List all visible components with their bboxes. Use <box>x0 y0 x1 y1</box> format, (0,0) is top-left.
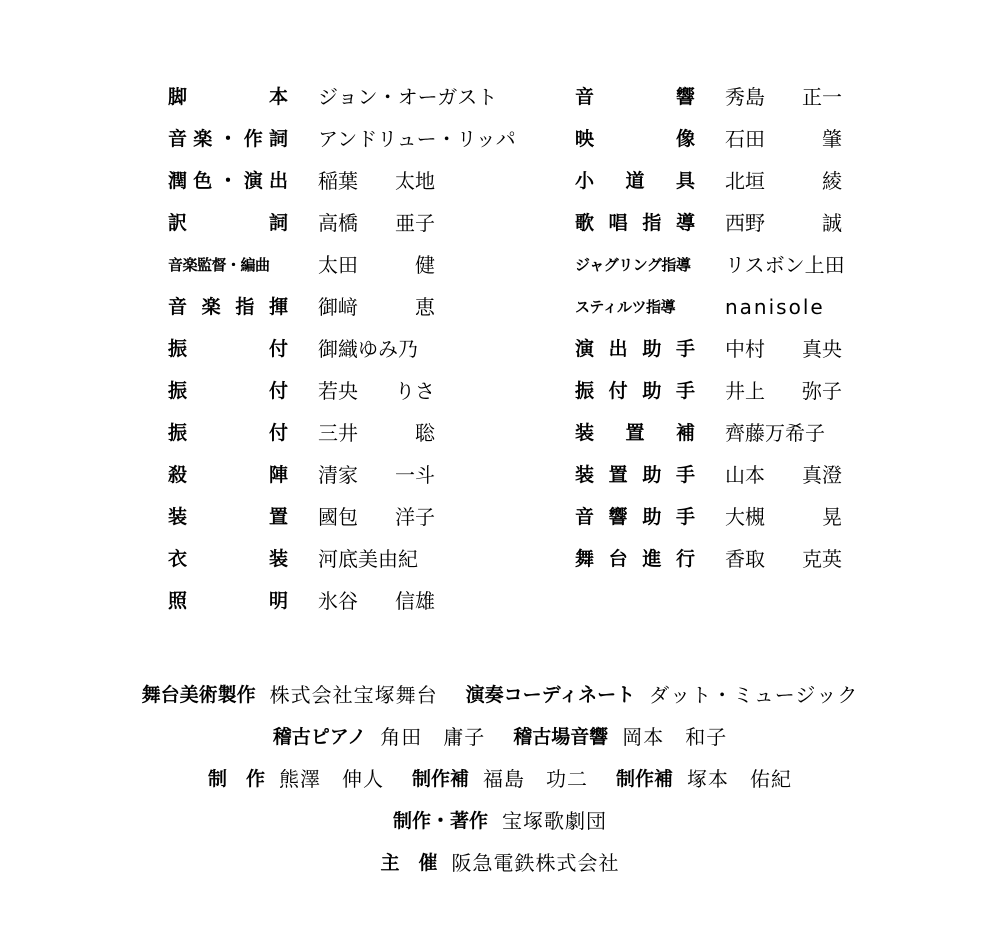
staff-name: 清家 一斗 <box>318 463 435 487</box>
credit-name: 岡本 和子 <box>622 724 728 749</box>
credit-pair <box>513 721 727 750</box>
staff-name: 山本 真澄 <box>725 463 842 487</box>
credit-pair <box>208 763 384 792</box>
credit-role: 稽古場音響 <box>513 725 609 748</box>
staff-row <box>168 202 448 244</box>
staff-role: 装 置 補 <box>575 422 695 444</box>
credit-pair <box>380 847 619 876</box>
credit-pair <box>616 763 792 792</box>
staff-name: 御﨑 恵 <box>318 295 435 319</box>
staff-role: 歌 唱 指 導 <box>575 212 695 234</box>
staff-role: 振 付 <box>168 380 288 402</box>
credit-role: 制作補 <box>411 767 469 790</box>
staff-name: 若央 りさ <box>318 379 435 403</box>
staff-row <box>575 202 850 244</box>
staff-role: 照 明 <box>168 590 288 612</box>
staff-name: 河底美由紀 <box>318 547 418 571</box>
staff-row <box>168 538 448 580</box>
staff-name: 西野 誠 <box>725 211 842 235</box>
credit-line <box>0 798 1000 840</box>
staff-name: 石田 肇 <box>725 127 842 151</box>
staff-name: 國包 洋子 <box>318 505 435 529</box>
staff-row <box>575 370 850 412</box>
staff-name: ジョン・オーガスト <box>318 85 498 109</box>
staff-name: 太田 健 <box>318 253 435 277</box>
credit-line <box>0 714 1000 756</box>
staff-row <box>575 76 850 118</box>
staff-role: 小 道 具 <box>575 170 695 192</box>
staff-column-right <box>575 76 850 580</box>
staff-name: 稲葉 太地 <box>318 169 435 193</box>
credit-pair <box>273 721 485 750</box>
credit-name: 福島 功二 <box>483 766 588 791</box>
staff-row <box>575 118 850 160</box>
credit-name: 株式会社宝塚舞台 <box>269 682 438 707</box>
staff-row <box>575 412 850 454</box>
staff-name: 御織ゆみ乃 <box>318 337 418 361</box>
staff-row <box>575 286 850 328</box>
staff-role: 脚 本 <box>168 86 288 108</box>
staff-role: 舞 台 進 行 <box>575 548 695 570</box>
credit-name: 塚本 佑紀 <box>687 766 793 791</box>
credit-pair <box>412 763 588 792</box>
staff-row <box>168 286 448 328</box>
credit-name: 宝塚歌劇団 <box>502 808 607 833</box>
credit-name: ダット・ミュージック <box>649 682 859 707</box>
production-credits <box>0 672 1000 882</box>
staff-row <box>168 412 448 454</box>
credit-name: 熊澤 伸人 <box>278 766 384 791</box>
staff-row <box>575 244 850 286</box>
credit-name: 角田 庸子 <box>380 724 486 749</box>
credit-role: 演奏コーディネート <box>465 683 636 706</box>
staff-role: 音 楽 ・ 作 詞 <box>168 128 288 150</box>
staff-name: 三井 聡 <box>318 421 435 445</box>
staff-row <box>168 580 448 622</box>
staff-row <box>575 538 850 580</box>
staff-row <box>168 76 498 118</box>
staff-role: 音 楽 指 揮 <box>168 296 288 318</box>
staff-name: 大槻 晃 <box>725 505 842 529</box>
staff-row <box>168 370 448 412</box>
credit-line <box>0 672 1000 714</box>
staff-role: 振 付 <box>168 422 288 444</box>
credit-line <box>0 840 1000 882</box>
staff-name: 秀島 正一 <box>725 85 842 109</box>
credit-role: 制作補 <box>616 767 674 790</box>
staff-column-left <box>168 76 516 622</box>
staff-name: 高橋 亜子 <box>318 211 435 235</box>
credit-role: 制 作 <box>207 767 265 790</box>
staff-name: 氷谷 信雄 <box>318 589 435 613</box>
staff-row <box>168 160 448 202</box>
credit-role: 主 催 <box>380 851 438 874</box>
staff-role: 衣 装 <box>168 548 288 570</box>
staff-row <box>168 244 448 286</box>
credit-role: 舞台美術製作 <box>141 683 256 706</box>
staff-name: 齊藤万希子 <box>725 421 825 445</box>
staff-row <box>168 454 448 496</box>
staff-row <box>575 328 850 370</box>
staff-name: 中村 真央 <box>725 337 842 361</box>
staff-name: 井上 弥子 <box>725 379 842 403</box>
staff-role: 振 付 助 手 <box>575 380 695 402</box>
staff-role: 振 付 <box>168 338 288 360</box>
staff-name: 香取 克英 <box>725 547 842 571</box>
staff-role: 映 像 <box>575 128 695 150</box>
staff-name: アンドリュー・リッパ <box>318 127 516 151</box>
staff-row <box>575 496 850 538</box>
staff-role: 訳 詞 <box>168 212 288 234</box>
staff-role: 音楽監督・編曲 <box>168 256 270 274</box>
staff-role: 演 出 助 手 <box>575 338 695 360</box>
staff-name: 北垣 綾 <box>725 169 842 193</box>
staff-role: 音 響 助 手 <box>575 506 695 528</box>
staff-role: ジャグリング指導 <box>575 256 691 274</box>
staff-role: 殺 陣 <box>168 464 288 486</box>
staff-role: 音 響 <box>575 86 695 108</box>
staff-role: 装 置 助 手 <box>575 464 695 486</box>
credit-line <box>0 756 1000 798</box>
credit-pair <box>393 805 607 834</box>
staff-role: 装 置 <box>168 506 288 528</box>
staff-row <box>168 118 516 160</box>
credit-role: 稽古ピアノ <box>272 725 367 748</box>
staff-row <box>575 160 850 202</box>
credit-role: 制作・著作 <box>392 809 488 832</box>
staff-name: リスボン上田 <box>725 253 845 277</box>
staff-row <box>575 454 850 496</box>
staff-role: スティルツ指導 <box>575 298 676 316</box>
staff-row <box>168 496 448 538</box>
credit-pair <box>142 679 438 708</box>
credit-pair <box>466 679 859 708</box>
staff-role: 潤 色 ・ 演 出 <box>168 170 288 192</box>
staff-name: nanisole <box>725 295 825 319</box>
credit-name: 阪急電鉄株式会社 <box>451 850 620 875</box>
staff-row <box>168 328 448 370</box>
